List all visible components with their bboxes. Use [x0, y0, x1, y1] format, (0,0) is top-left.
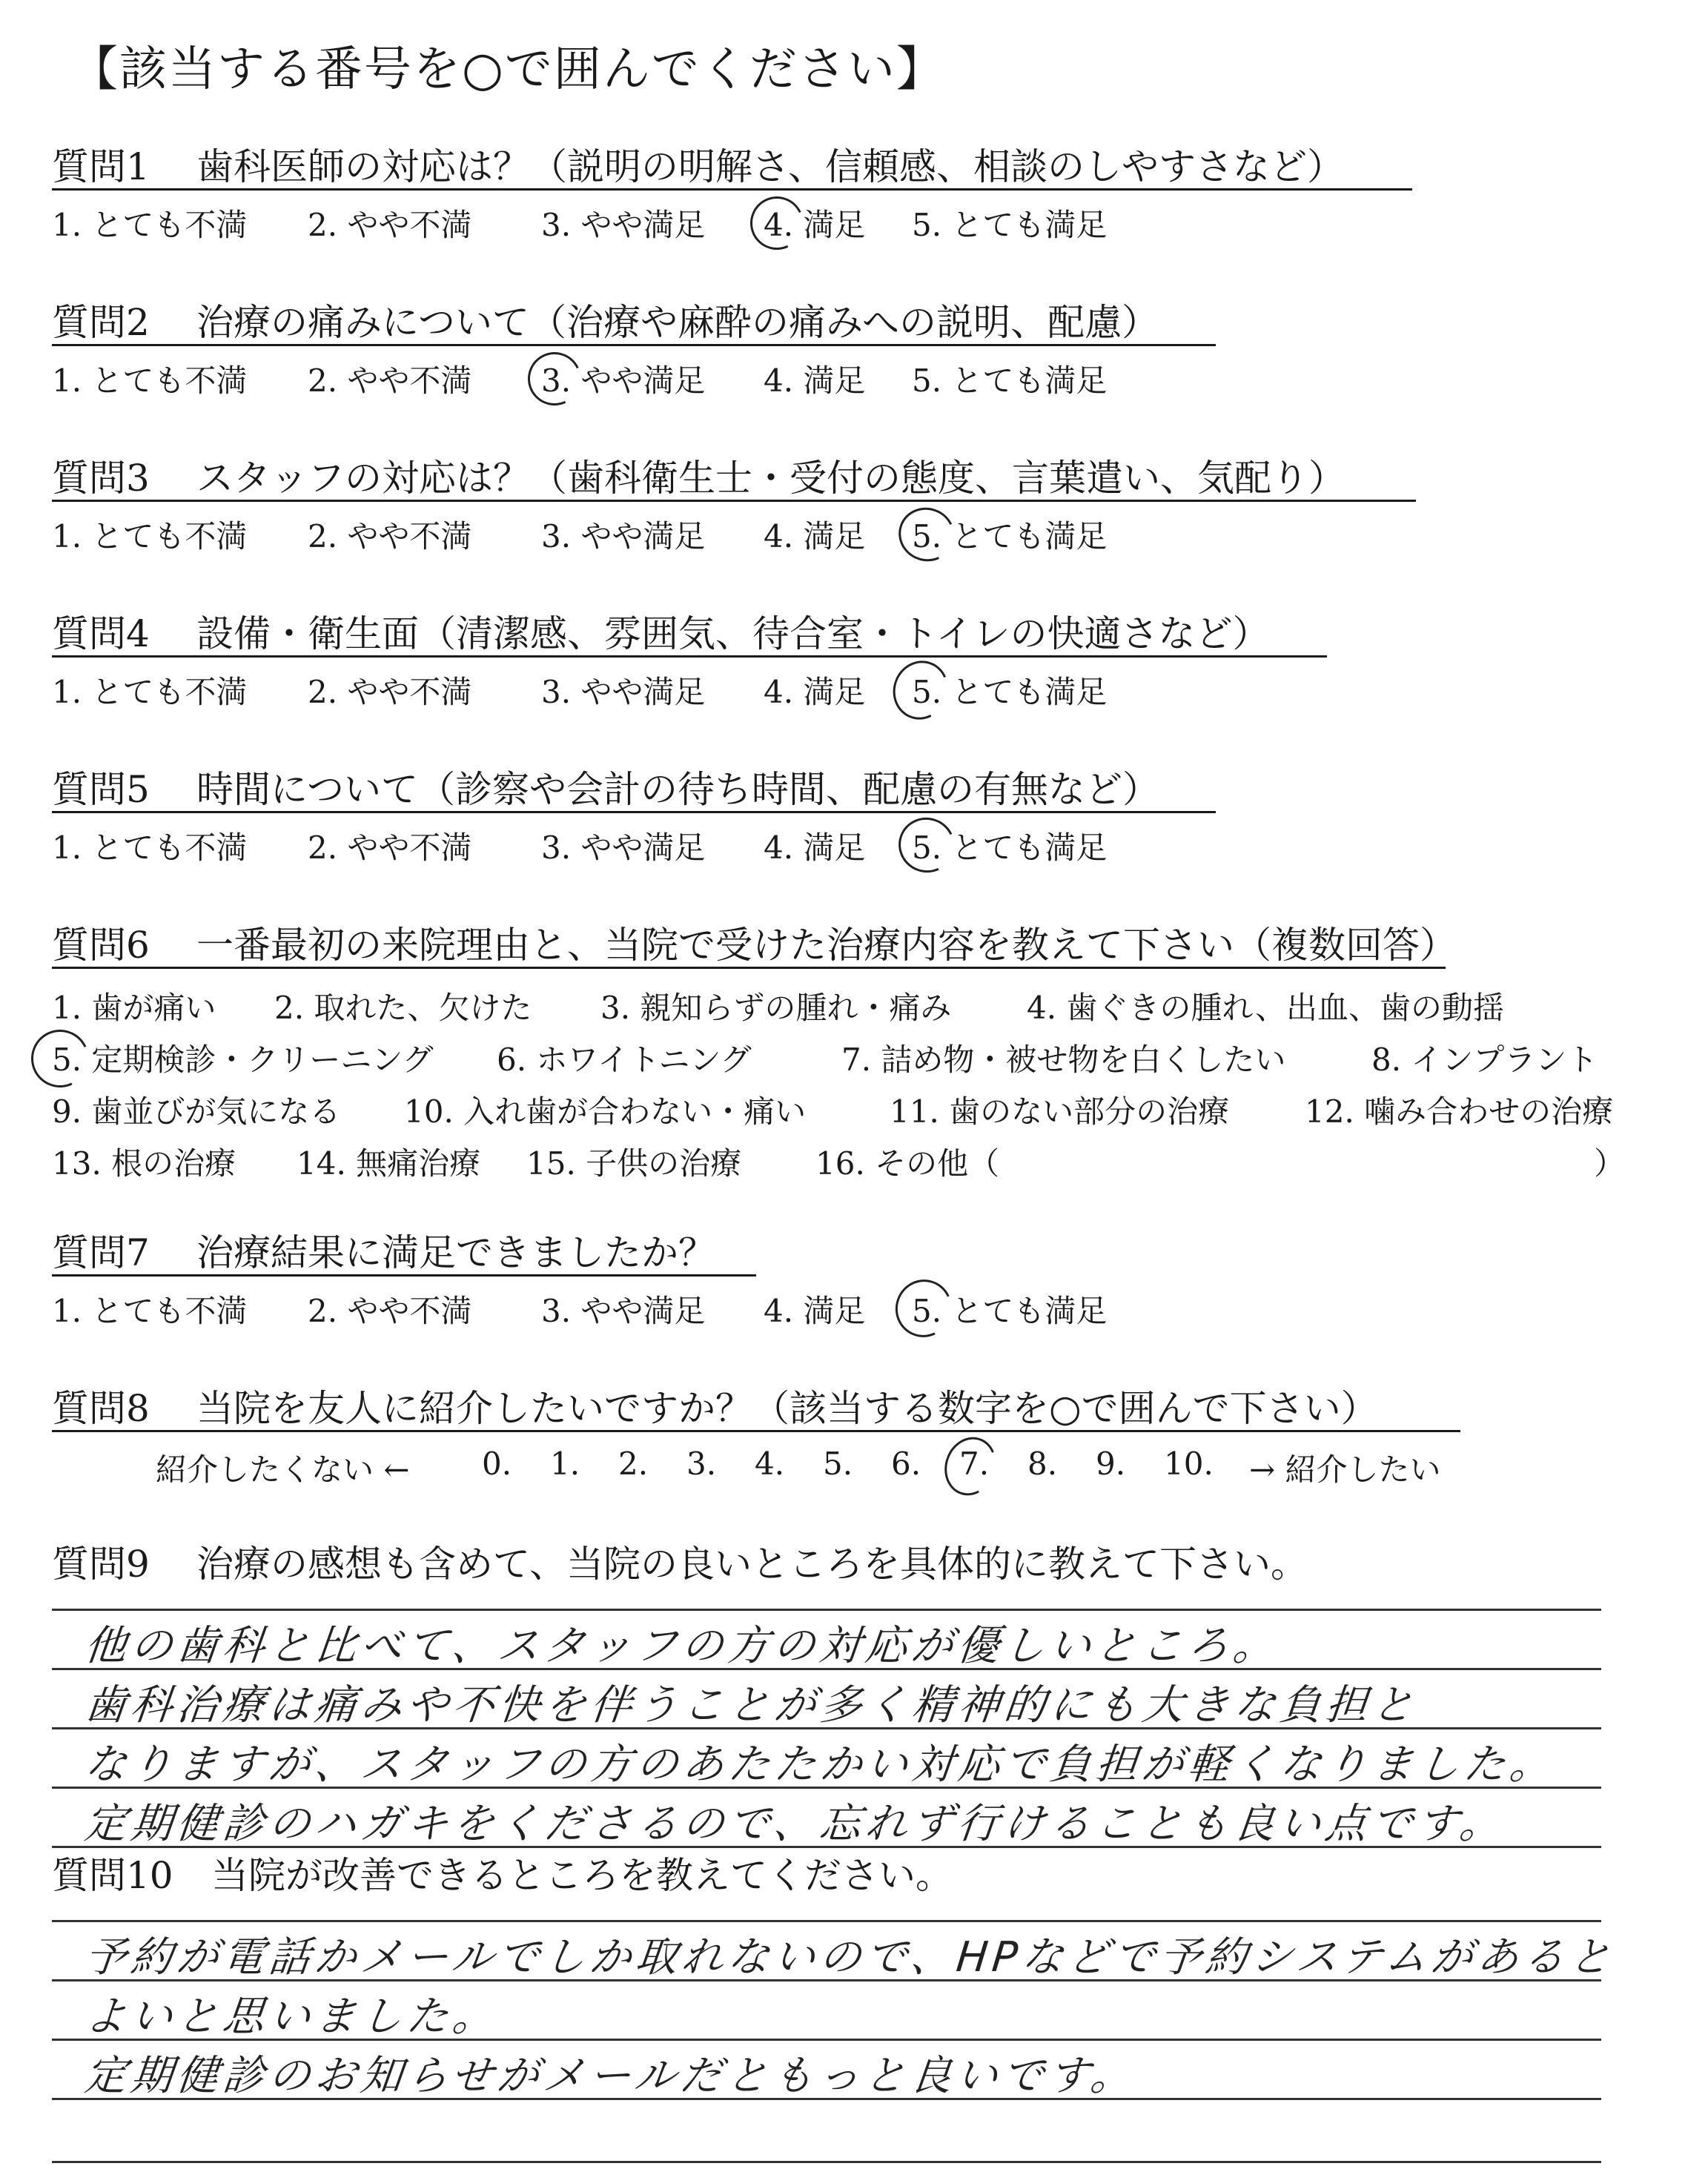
question-5-number: 質問5: [52, 768, 150, 811]
q10-answer-line-1: 予約が電話かメールでしか取れないので、HPなどで予約システムがあると: [82, 1933, 1618, 1981]
q6-option-5[interactable]: 5. 定期検診・クリーニング: [52, 1042, 434, 1078]
answer-line: [52, 1920, 1601, 1922]
q8-scale-9[interactable]: 9.: [1096, 1446, 1126, 1482]
q9-answer-line-2: 歯科治療は痛みや不快を伴うことが多く精神的にも大きな負担と: [82, 1681, 1420, 1729]
question-1-options: [52, 196, 1416, 248]
q8-scale-2[interactable]: 2.: [618, 1446, 649, 1482]
q10-answer-line-2: よいと思いました。: [82, 1993, 501, 2041]
question-8-underline: [52, 1430, 1460, 1432]
q8-left-label: 紹介したくない ←: [156, 1451, 410, 1488]
question-1-text: 歯科医師の対応は？（説明の明解さ、信頼感、相談のしやすさなど）: [196, 145, 1344, 188]
q6-option-13[interactable]: 13. 根の治療: [52, 1145, 236, 1182]
q3-option-1[interactable]: 1. とても不満: [52, 518, 248, 554]
q1-option-3[interactable]: 3. やや満足: [541, 207, 706, 243]
question-9-answer-area[interactable]: [52, 1609, 1609, 1853]
q2-option-2[interactable]: 2. やや不満: [308, 362, 472, 399]
question-3-options: [52, 508, 1416, 560]
q6-row-2: [52, 1031, 1598, 1083]
q3-option-2[interactable]: 2. やや不満: [308, 518, 472, 554]
question-10-answer-area[interactable]: [52, 1920, 1618, 2172]
question-5-options: [52, 819, 1416, 871]
question-6-options: [52, 979, 1626, 1187]
question-6-number: 質問6: [52, 924, 150, 967]
q6-row-3: [52, 1083, 1614, 1135]
question-4-number: 質問4: [52, 612, 150, 655]
question-5-underline: [52, 811, 1216, 813]
q1-option-2[interactable]: 2. やや不満: [308, 207, 472, 243]
question-6: [52, 916, 1626, 1187]
q8-scale-0[interactable]: 0.: [482, 1446, 512, 1482]
q2-option-4[interactable]: 4. 満足: [764, 362, 866, 399]
question-6-text: 一番最初の来院理由と、当院で受けた治療内容を教えて下さい（複数回答）: [196, 924, 1457, 967]
question-8-header: [52, 1379, 1416, 1432]
q4-option-1[interactable]: 1. とても不満: [52, 674, 248, 710]
question-6-header: [52, 916, 1457, 969]
q2-option-1[interactable]: 1. とても不満: [52, 362, 248, 399]
question-9-text: 治療の感想も含めて、当院の良いところを具体的に教えて下さい。: [196, 1543, 1308, 1586]
q6-option-15[interactable]: 15. 子供の治療: [526, 1145, 742, 1182]
q6-option-10[interactable]: 10. 入れ歯が合わない・痛い: [404, 1093, 807, 1130]
answer-line: [52, 2161, 1601, 2163]
q7-option-4[interactable]: 4. 満足: [764, 1293, 866, 1329]
q1-option-1[interactable]: 1. とても不満: [52, 207, 248, 243]
question-9-header: [52, 1534, 1609, 1588]
q5-option-4[interactable]: 4. 満足: [764, 830, 866, 866]
q7-selection-circle: [887, 1271, 960, 1345]
question-2-header: [52, 293, 1416, 346]
q9-answer-line-1: 他の歯科と比べて、スタッフの方の対応が優しいところ。: [82, 1622, 1282, 1670]
q8-scale-5[interactable]: 5.: [823, 1446, 853, 1482]
q9-answer-line-4: 定期健診のハガキをくださるので、忘れず行けることも良い点です。: [82, 1800, 1509, 1848]
q5-option-1[interactable]: 1. とても不満: [52, 830, 248, 866]
q6-option-1[interactable]: 1. 歯が痛い: [52, 990, 216, 1026]
answer-line: [52, 1609, 1601, 1611]
q4-option-4[interactable]: 4. 満足: [764, 674, 866, 710]
q6-other-close-paren: ）: [1594, 1145, 1626, 1182]
question-7: [52, 1223, 1416, 1334]
question-7-header: [52, 1223, 1416, 1277]
q3-selection-circle: [891, 500, 962, 569]
q6-option-4[interactable]: 4. 歯ぐきの腫れ、出血、歯の動揺: [1027, 990, 1504, 1026]
question-3-underline: [52, 500, 1416, 502]
q6-row-1: [52, 979, 1504, 1031]
q8-right-label: → 紹介したい: [1249, 1451, 1441, 1488]
question-1-header: [52, 137, 1416, 191]
q7-option-5[interactable]: 5. とても満足: [912, 1293, 1108, 1329]
question-10-text: 当院が改善できるところを教えてください。: [211, 1854, 953, 1897]
question-8-scale: [52, 1441, 1441, 1493]
q9-answer-line-3: なりますが、スタッフの方のあたたかい対応で負担が軽くなりました。: [82, 1741, 1558, 1789]
page-title: 【該当する番号を○で囲んでください】: [70, 42, 945, 97]
question-7-number: 質問7: [52, 1231, 150, 1274]
question-9: [52, 1534, 1609, 1853]
q6-option-14[interactable]: 14. 無痛治療: [297, 1145, 481, 1182]
question-8-number: 質問8: [52, 1387, 150, 1430]
q8-scale-4[interactable]: 4.: [755, 1446, 785, 1482]
q5-selection-circle: [891, 809, 963, 881]
q4-option-3[interactable]: 3. やや満足: [541, 674, 706, 710]
question-9-number: 質問9: [52, 1543, 150, 1586]
q4-option-2[interactable]: 2. やや不満: [308, 674, 472, 710]
question-1: [52, 137, 1416, 248]
question-3-text: スタッフの対応は？（歯科衛生士・受付の態度、言葉遣い、気配り）: [196, 457, 1345, 500]
question-8-text: 当院を友人に紹介したいですか？（該当する数字を○で囲んで下さい）: [196, 1387, 1378, 1430]
q7-option-2[interactable]: 2. やや不満: [308, 1293, 472, 1329]
question-2-text: 治療の痛みについて（治療や麻酔の痛みへの説明、配慮）: [196, 301, 1159, 344]
q6-row-4: [52, 1135, 1626, 1187]
q6-option-8[interactable]: 8. インプラント: [1371, 1042, 1598, 1078]
q4-selection-circle: [885, 653, 957, 727]
question-4-underline: [52, 655, 1327, 658]
q8-scale-7[interactable]: 7.: [959, 1446, 990, 1482]
q2-option-5[interactable]: 5. とても満足: [912, 362, 1108, 399]
question-2-underline: [52, 344, 1216, 346]
question-2: [52, 293, 1416, 404]
question-5-text: 時間について（診察や会計の待ち時間、配慮の有無など）: [196, 768, 1159, 811]
question-4-text: 設備・衛生面（清潔感、雰囲気、待合室・トイレの快適さなど）: [196, 612, 1270, 655]
q8-scale-10[interactable]: 10.: [1164, 1446, 1214, 1482]
q8-scale-3[interactable]: 3.: [686, 1446, 717, 1482]
question-10-header: [52, 1846, 1609, 1899]
q8-scale-1[interactable]: 1.: [550, 1446, 580, 1482]
question-10: [52, 1846, 1618, 2172]
question-8: [52, 1379, 1441, 1493]
q3-option-4[interactable]: 4. 満足: [764, 518, 866, 554]
q5-option-2[interactable]: 2. やや不満: [308, 830, 472, 866]
q3-option-3[interactable]: 3. やや満足: [541, 518, 706, 554]
question-10-number: 質問10: [52, 1854, 173, 1897]
q8-scale-8[interactable]: 8.: [1027, 1446, 1058, 1482]
q6-option-11[interactable]: 11. 歯のない部分の治療: [890, 1093, 1230, 1130]
question-1-underline: [52, 188, 1412, 191]
question-7-underline: [52, 1274, 756, 1277]
question-4-header: [52, 604, 1416, 658]
q8-selection-circle: [936, 1430, 1004, 1503]
q6-option-6[interactable]: 6. ホワイトニング: [497, 1042, 752, 1078]
q2-selection-circle: [520, 345, 589, 413]
question-2-number: 質問2: [52, 301, 150, 344]
q6-option-3[interactable]: 3. 親知らずの腫れ・痛み: [600, 990, 952, 1026]
q1-selection-circle: [743, 189, 811, 257]
q1-option-5[interactable]: 5. とても満足: [912, 207, 1108, 243]
question-5: [52, 760, 1416, 871]
question-3-number: 質問3: [52, 457, 150, 500]
q7-option-1[interactable]: 1. とても不満: [52, 1293, 248, 1329]
question-7-text: 治療結果に満足できましたか？: [196, 1231, 715, 1274]
q6-option-16[interactable]: 16. その他（: [815, 1145, 1000, 1182]
question-1-number: 質問1: [52, 145, 150, 188]
question-5-header: [52, 760, 1416, 813]
question-3-header: [52, 448, 1416, 502]
q6-option-7[interactable]: 7. 詰め物・被せ物を白くしたい: [841, 1042, 1286, 1078]
q7-option-3[interactable]: 3. やや満足: [541, 1293, 706, 1329]
q6-option-12[interactable]: 12. 噛み合わせの治療: [1305, 1093, 1614, 1130]
question-2-options: [52, 352, 1416, 404]
q10-answer-line-3: 定期健診のお知らせがメールだともっと良いです。: [82, 2052, 1139, 2100]
q6-option-2[interactable]: 2. 取れた、欠けた: [274, 990, 532, 1026]
question-6-underline: [52, 967, 1446, 969]
question-4-options: [52, 663, 1416, 715]
question-7-options: [52, 1282, 1416, 1334]
q3-option-5[interactable]: 5. とても満足: [912, 518, 1108, 554]
q8-scale-6[interactable]: 6.: [891, 1446, 921, 1482]
q5-option-5[interactable]: 5. とても満足: [912, 830, 1108, 866]
q6-option-9[interactable]: 9. 歯並びが気になる: [52, 1093, 341, 1130]
question-4: [52, 604, 1416, 715]
question-3: [52, 448, 1416, 560]
q2-option-3[interactable]: 3. やや満足: [541, 362, 706, 399]
q4-option-5[interactable]: 5. とても満足: [912, 674, 1108, 710]
q1-option-4[interactable]: 4. 満足: [764, 207, 866, 243]
q5-option-3[interactable]: 3. やや満足: [541, 830, 706, 866]
